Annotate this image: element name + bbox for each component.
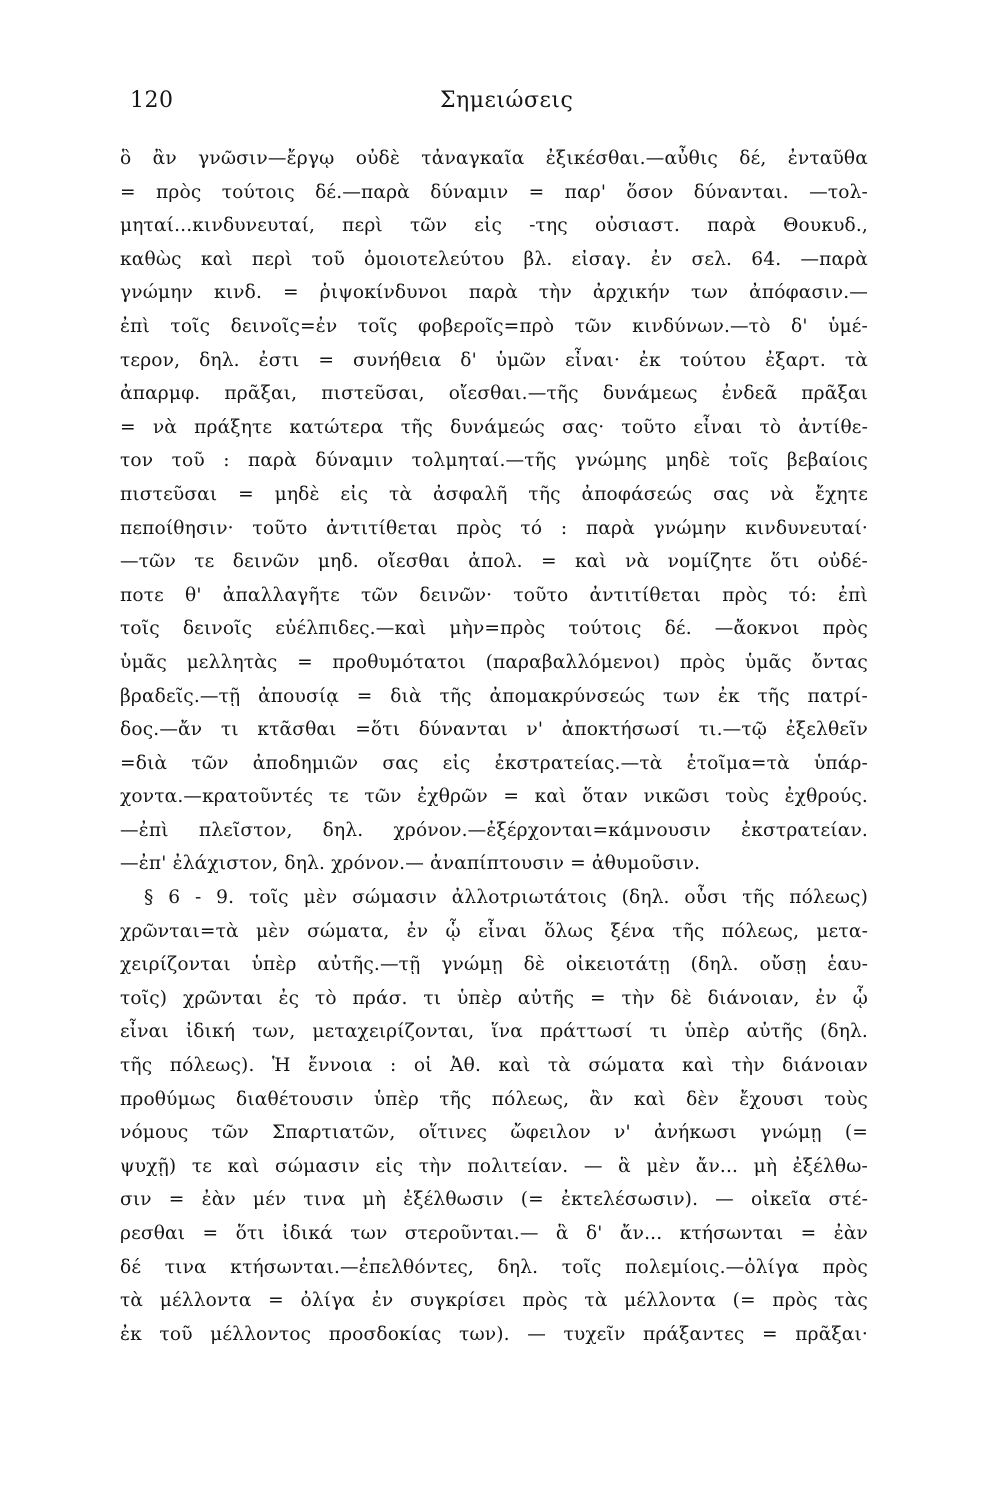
text-line: —ἐπὶ πλεῖστον, δηλ. χρόνον.—ἐξέρχονται=κάμνουσιν ἐκστρατείαν. bbox=[120, 819, 868, 841]
text-line: ποτε θ' ἀπαλλαγῆτε τῶν δεινῶν· τοῦτο ἀντιτίθεται πρὸς τό: ἐπὶ bbox=[120, 584, 868, 606]
section-start-line: § 6 - 9. τοῖς μὲν σώμασιν ἀλλοτριωτάτοις (δηλ. οὖσι τῆς πόλεως) bbox=[144, 887, 868, 909]
text-line: ἀπαρμφ. πρᾶξαι, πιστεῦσαι, οἴεσθαι.—τῆς δυνάμεως ἐνδεᾶ πρᾶξαι bbox=[120, 383, 868, 405]
page-header bbox=[128, 88, 868, 124]
text-line: ἐπὶ τοῖς δεινοῖς=ἐν τοῖς φοβεροῖς=πρὸ τῶν κινδύνων.—τὸ δ' ὑμέ- bbox=[120, 315, 868, 337]
text-line: =διὰ τῶν ἀποδημιῶν σας εἰς ἐκστρατείας.—τὰ ἑτοῖμα=τὰ ὑπάρ- bbox=[120, 752, 868, 774]
text-line: δος.—ἄν τι κτᾶσθαι =ὅτι δύνανται ν' ἀποκτήσωσί τι.—τῷ ἐξελθεῖν bbox=[120, 719, 868, 741]
text-line: χειρίζονται ὑπὲρ αὐτῆς.—τῇ γνώμῃ δὲ οἰκειοτάτῃ (δηλ. οὔσῃ ἑαυ- bbox=[120, 954, 868, 976]
text-line: σιν = ἐὰν μέν τινα μὴ ἐξέλθωσιν (= ἐκτελέσωσιν). — οἰκεῖα στέ- bbox=[120, 1189, 868, 1211]
text-line: τοῖς) χρῶνται ἐς τὸ πράσ. τι ὑπὲρ αὐτῆς = τὴν δὲ διάνοιαν, ἐν ᾧ bbox=[120, 987, 868, 1009]
text-line: εἶναι ἰδική των, μεταχειρίζονται, ἵνα πράττωσί τι ὑπὲρ αὐτῆς (δηλ. bbox=[120, 1021, 868, 1043]
text-line: χοντα.—κρατοῦντές τε τῶν ἐχθρῶν = καὶ ὅταν νικῶσι τοὺς ἐχθρούς. bbox=[120, 786, 868, 808]
text-line: καθὼς καὶ περὶ τοῦ ὁμοιοτελεύτου βλ. εἰσαγ. ἐν σελ. 64. —παρὰ bbox=[120, 248, 868, 270]
text-line: τοῖς δεινοῖς εὐέλπιδες.—καὶ μὴν=πρὸς τούτοις δέ. —ἄοκνοι πρὸς bbox=[120, 618, 868, 640]
notes-body bbox=[120, 142, 868, 1351]
text-line: τῆς πόλεως). Ἡ ἔννοια : οἱ Ἀθ. καὶ τὰ σώματα καὶ τὴν διάνοιαν bbox=[120, 1055, 868, 1077]
text-line: = πρὸς τούτοις δέ.—παρὰ δύναμιν = παρ' ὅσον δύνανται. —τολ- bbox=[120, 181, 868, 203]
text-line: πεποίθησιν· τοῦτο ἀντιτίθεται πρὸς τό : παρὰ γνώμην κινδυνευταί· bbox=[120, 517, 868, 539]
text-line: προθύμως διαθέτουσιν ὑπὲρ τῆς πόλεως, ἂν καὶ δὲν ἔχουσι τοὺς bbox=[120, 1088, 868, 1110]
text-line: πιστεῦσαι = μηδὲ εἰς τὰ ἀσφαλῆ τῆς ἀποφάσεώς σας νὰ ἔχητε bbox=[120, 483, 868, 505]
text-line: ἐκ τοῦ μέλλοντος προσδοκίας των). — τυχεῖν πράξαντες = πρᾶξαι· bbox=[120, 1323, 868, 1345]
text-line: μηταί...κινδυνευταί, περὶ τῶν εἰς -της οὐσιαστ. παρὰ Θουκυδ., bbox=[120, 215, 868, 237]
text-line: = νὰ πράξητε κατώτερα τῆς δυνάμεώς σας· τοῦτο εἶναι τὸ ἀντίθε- bbox=[120, 416, 868, 438]
text-line: ρεσθαι = ὅτι ἰδικά των στεροῦνται.— ἃ δ' ἄν... κτήσωνται = ἐὰν bbox=[120, 1223, 868, 1244]
text-line: τερον, δηλ. ἐστι = συνήθεια δ' ὑμῶν εἶναι· ἐκ τούτου ἐξαρτ. τὰ bbox=[120, 349, 868, 371]
text-line: βραδεῖς.—τῇ ἀπουσίᾳ = διὰ τῆς ἀπομακρύνσεώς των ἐκ τῆς πατρί- bbox=[120, 685, 868, 707]
text-line: χρῶνται=τὰ μὲν σώματα, ἐν ᾧ εἶναι ὅλως ξένα τῆς πόλεως, μετα- bbox=[120, 920, 868, 942]
text-line: γνώμην κινδ. = ῥιψοκίνδυνοι παρὰ τὴν ἀρχικήν των ἀπόφασιν.— bbox=[120, 282, 868, 304]
text-line: ὃ ἂν γνῶσιν—ἔργῳ οὐδὲ τἀναγκαῖα ἐξικέσθαι.—αὖθις δέ, ἐνταῦθα bbox=[120, 148, 868, 169]
text-line: τὰ μέλλοντα = ὀλίγα ἐν συγκρίσει πρὸς τὰ μέλλοντα (= πρὸς τὰς bbox=[120, 1290, 868, 1312]
text-line: τον τοῦ : παρὰ δύναμιν τολμηταί.—τῆς γνώμης μηδὲ τοῖς βεβαίοις bbox=[120, 450, 868, 472]
text-line: ψυχῇ) τε καὶ σώμασιν εἰς τὴν πολιτείαν. — ἃ μὲν ἄν... μὴ ἐξέλθω- bbox=[120, 1155, 868, 1177]
page-number: 120 bbox=[130, 88, 174, 113]
running-title: Σημειώσεις bbox=[440, 88, 574, 113]
text-line: δέ τινα κτήσωνται.—ἐπελθόντες, δηλ. τοῖς πολεμίοις.—ὀλίγα πρὸς bbox=[120, 1256, 868, 1278]
text-line: —τῶν τε δεινῶν μηδ. οἴεσθαι ἀπολ. = καὶ νὰ νομίζητε ὅτι οὐδέ- bbox=[120, 551, 868, 573]
text-line: νόμους τῶν Σπαρτιατῶν, οἵτινες ὤφειλον ν' ἀνήκωσι γνώμῃ (= bbox=[120, 1122, 868, 1144]
text-line: ὑμᾶς μελλητὰς = προθυμότατοι (παραβαλλόμενοι) πρὸς ὑμᾶς ὄντας bbox=[120, 651, 868, 673]
text-line: —ἐπ' ἐλάχιστον, δηλ. χρόνον.— ἀναπίπτουσιν = ἀθυμοῦσιν. bbox=[120, 853, 701, 875]
